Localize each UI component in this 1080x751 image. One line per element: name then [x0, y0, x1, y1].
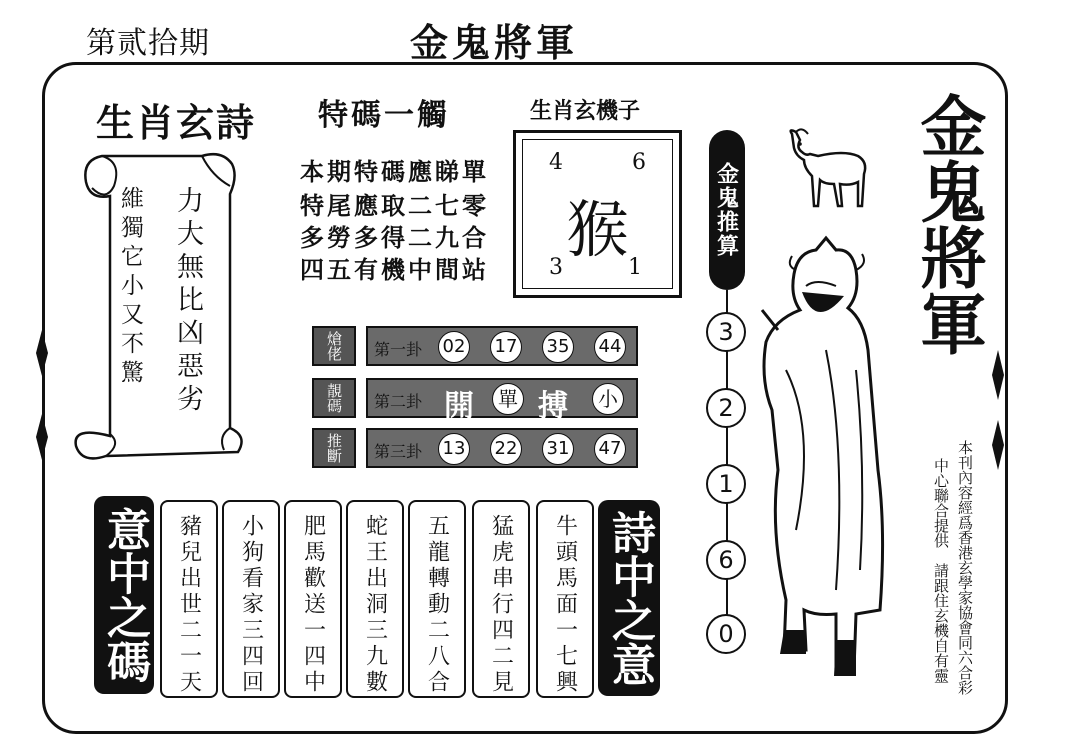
- verse-card: 五龍轉動二八合: [408, 500, 466, 698]
- number-ball: 02: [438, 331, 470, 363]
- number-ball: 44: [594, 331, 626, 363]
- word-ball: 小: [592, 383, 624, 415]
- row-label: 第三卦: [374, 442, 423, 461]
- special-title: 特碼一觸: [318, 98, 450, 133]
- side-title: 金鬼將軍: [909, 92, 987, 356]
- riddle-title: 生肖玄機子: [530, 99, 641, 124]
- poem-column-2: 維獨它小又不驚: [117, 186, 143, 389]
- calc-digit: 6: [706, 540, 746, 580]
- special-line: 多勞多得二九合: [300, 223, 489, 252]
- row-tag: 推斷: [312, 428, 356, 468]
- word-ball: 單: [492, 383, 524, 415]
- number-ball: 31: [542, 433, 574, 465]
- corner-number: 6: [632, 150, 646, 175]
- main-title: 金鬼將軍: [410, 20, 579, 65]
- row-bar: [366, 428, 638, 468]
- special-line: 本期特碼應睇單: [300, 157, 489, 186]
- row-bar: [366, 378, 638, 424]
- corner-number: 1: [628, 255, 642, 280]
- calc-digit: 2: [706, 388, 746, 428]
- row-tag: 靚碼: [312, 378, 356, 418]
- verse-card: 小狗看家三四回: [222, 500, 280, 698]
- right-panel-title: 詩中之意: [598, 500, 660, 696]
- publisher-note: 中心聯合提供 請跟住玄機自有靈: [932, 458, 950, 683]
- goat-illustration: [784, 126, 874, 216]
- calc-digit: 1: [706, 464, 746, 504]
- number-row: [312, 428, 642, 468]
- verse-card: 猛虎串行四二見: [472, 500, 530, 698]
- number-ball: 35: [542, 331, 574, 363]
- poem-column-1: 力大無比凶惡劣: [172, 186, 203, 417]
- number-ball: 17: [490, 331, 522, 363]
- number-row: [312, 326, 642, 366]
- special-line: 四五有機中間站: [300, 255, 489, 284]
- publisher-note: 本刊內容經爲香港玄學家協會同六合彩: [956, 440, 974, 695]
- zodiac-box-inner: [522, 139, 673, 289]
- number-ball: 13: [438, 433, 470, 465]
- number-ball: 47: [594, 433, 626, 465]
- poem-title: 生肖玄詩: [96, 101, 257, 145]
- corner-number: 3: [549, 255, 563, 280]
- row-label: 第二卦: [374, 392, 423, 411]
- zodiac-box: [513, 130, 682, 298]
- row-bar: [366, 326, 638, 366]
- corner-number: 4: [549, 150, 563, 175]
- calc-label: 金鬼推算: [709, 130, 745, 290]
- issue-number: 第贰拾期: [86, 26, 210, 61]
- word-mark: 搏: [538, 389, 568, 424]
- calc-digit: 3: [706, 312, 746, 352]
- calc-digit: 0: [706, 614, 746, 654]
- number-row: [312, 378, 642, 424]
- warrior-illustration: [756, 230, 906, 690]
- special-line: 特尾應取二七零: [300, 191, 489, 220]
- row-tag: 熗佬: [312, 326, 356, 366]
- scroll-illustration: [62, 146, 252, 466]
- left-panel-title: 意中之碼: [94, 496, 154, 694]
- verse-card: 蛇王出洞三九數: [346, 500, 404, 698]
- word-mark: 開: [444, 389, 474, 424]
- verse-card: 豬兒出世二一天: [160, 500, 218, 698]
- verse-card: 牛頭馬面一七興: [536, 500, 594, 698]
- number-ball: 22: [490, 433, 522, 465]
- verse-card: 肥馬歡送一四中: [284, 500, 342, 698]
- row-label: 第一卦: [374, 340, 423, 359]
- zodiac-character: 猴: [566, 193, 629, 266]
